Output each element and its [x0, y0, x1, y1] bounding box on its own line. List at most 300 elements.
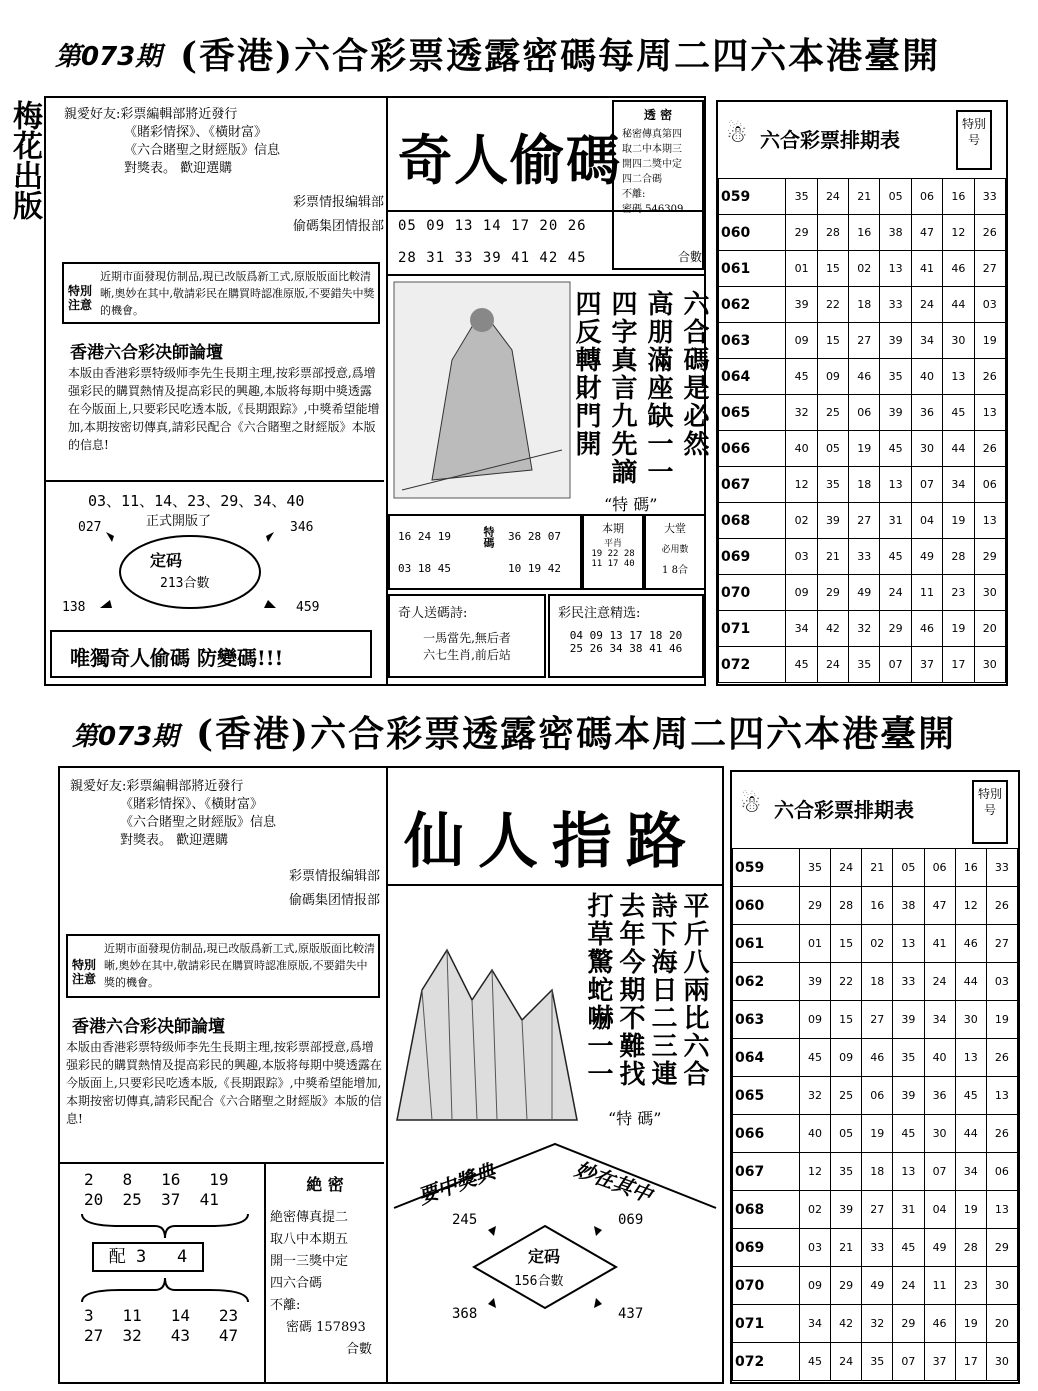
schedule-row — [733, 1115, 1018, 1153]
schedule-panel — [716, 100, 1008, 686]
number-cell: 34 — [943, 467, 974, 503]
calc-label: 正式開版了 — [146, 514, 212, 529]
poem-column: 平斤八兩比六合 — [679, 892, 709, 1088]
number-cell: 21 — [817, 539, 848, 575]
number-cell: 27 — [862, 1191, 893, 1229]
issue-label: 第073期 — [72, 722, 179, 752]
corner-number: 069 — [618, 1212, 644, 1228]
number-cell: 35 — [862, 1343, 893, 1381]
number-cell: 45 — [786, 647, 817, 683]
divider — [386, 766, 388, 1384]
schedule-row — [733, 963, 1018, 1001]
number-cell: 35 — [786, 179, 817, 215]
number-cell: 47 — [924, 887, 955, 925]
number-cell: 46 — [911, 611, 942, 647]
warning-label: 特別注意 — [68, 284, 93, 312]
number-cell: 38 — [893, 887, 924, 925]
num-row: 28 31 33 39 41 42 45 — [398, 250, 587, 266]
number-cell: 32 — [786, 395, 817, 431]
secret-line: 秘密傳真第四 — [622, 129, 682, 140]
schedule-row — [719, 395, 1006, 431]
number-cell: 26 — [986, 1115, 1017, 1153]
number-cell: 11 — [924, 1267, 955, 1305]
number-cell: 27 — [849, 503, 880, 539]
number-cell: 35 — [893, 1039, 924, 1077]
number-cell: 05 — [893, 849, 924, 887]
secret-line: 四六合碼 — [270, 1276, 323, 1291]
brace-icon — [80, 1276, 250, 1306]
number-cell: 24 — [817, 179, 848, 215]
number-cell: 13 — [893, 925, 924, 963]
number-cell: 05 — [817, 431, 848, 467]
secret-line: 取二中本期三 — [622, 144, 682, 155]
corner-number: 437 — [618, 1306, 644, 1322]
number-cell: 03 — [974, 287, 1005, 323]
number-cell: 18 — [862, 1153, 893, 1191]
number-cell: 49 — [911, 539, 942, 575]
number-cell: 11 — [911, 575, 942, 611]
number-cell: 32 — [799, 1077, 830, 1115]
notice-line: 對獎表。 歡迎選購 — [120, 833, 229, 848]
corner-number: 138 — [62, 600, 86, 615]
number-cell: 02 — [849, 251, 880, 287]
number-cell: 19 — [862, 1115, 893, 1153]
number-cell: 46 — [924, 1305, 955, 1343]
number-cell: 39 — [786, 287, 817, 323]
schedule-row — [719, 611, 1006, 647]
pick-box-line: 04 09 13 17 18 20 — [569, 629, 683, 642]
number-cell: 29 — [880, 611, 911, 647]
number-cell: 13 — [943, 359, 974, 395]
secret-line: 開四二獎中定 — [622, 159, 682, 170]
notice-line: 《賭彩情探》、《橫財富》 — [120, 797, 264, 812]
number-cell: 37 — [911, 647, 942, 683]
notice-line: 親愛好友:彩票編輯部將近發行 — [64, 107, 238, 122]
number-cell: 13 — [974, 395, 1005, 431]
number-cell: 31 — [893, 1191, 924, 1229]
number-cell: 12 — [786, 467, 817, 503]
period-cell: 063 — [733, 1001, 800, 1039]
period-cell: 069 — [719, 539, 786, 575]
number-cell: 24 — [924, 963, 955, 1001]
small-number-box — [388, 514, 582, 590]
period-cell: 068 — [733, 1191, 800, 1229]
number-cell: 42 — [831, 1305, 862, 1343]
number-cell: 16 — [849, 215, 880, 251]
number-cell: 29 — [831, 1267, 862, 1305]
schedule-row — [733, 1001, 1018, 1039]
this-period-sub: 平肖 — [603, 539, 622, 549]
number-cell: 33 — [893, 963, 924, 1001]
number-cell: 30 — [986, 1267, 1017, 1305]
secret-line: 絶密傳真提二 — [270, 1210, 349, 1225]
period-cell: 068 — [719, 503, 786, 539]
number-cell: 04 — [924, 1191, 955, 1229]
period-cell: 071 — [719, 611, 786, 647]
number-cell: 19 — [955, 1191, 986, 1229]
number-cell: 34 — [955, 1153, 986, 1191]
fixed-code-label: 定码 — [528, 1247, 561, 1266]
number-cell: 35 — [817, 467, 848, 503]
poem-column: 打草驚蛇嚇一一 — [583, 892, 613, 1088]
secret-box — [270, 1172, 380, 1361]
numbers-line: 03、11、14、23、29、34、40 — [88, 492, 305, 510]
number-cell: 36 — [924, 1077, 955, 1115]
number-cell: 44 — [955, 963, 986, 1001]
figure-illustration — [392, 280, 572, 500]
number-cell: 39 — [893, 1077, 924, 1115]
schedule-row — [733, 1039, 1018, 1077]
period-cell: 062 — [733, 963, 800, 1001]
fixed-code-value: 213合數 — [160, 576, 210, 591]
main-title: 仙人指路 — [404, 807, 700, 877]
mascot-icon: ☃ — [726, 120, 748, 148]
number-cell: 28 — [831, 887, 862, 925]
number-cell: 45 — [799, 1039, 830, 1077]
secret-line: 四二合碼 — [622, 174, 662, 185]
number-cell: 41 — [924, 925, 955, 963]
number-cell: 05 — [831, 1115, 862, 1153]
schedule-row — [733, 887, 1018, 925]
page-title: (香港)六合彩票透露密碼本周二四六本港臺開 — [196, 713, 957, 755]
divider — [388, 210, 706, 212]
number-cell: 27 — [974, 251, 1005, 287]
period-cell: 069 — [733, 1229, 800, 1267]
small-number: 16 24 19 — [398, 530, 451, 543]
schedule-table-top — [718, 178, 1006, 683]
number-cell: 16 — [862, 887, 893, 925]
number-cell: 21 — [831, 1229, 862, 1267]
period-cell: 059 — [733, 849, 800, 887]
page-title: (香港)六合彩票透露密碼每周二四六本港臺開 — [180, 35, 941, 77]
schedule-title: 六合彩票排期表 — [760, 128, 900, 152]
number-cell: 45 — [786, 359, 817, 395]
number-cell: 03 — [986, 963, 1017, 1001]
number-cell: 29 — [786, 215, 817, 251]
period-cell: 060 — [719, 215, 786, 251]
number-cell: 49 — [924, 1229, 955, 1267]
number-cell: 19 — [943, 611, 974, 647]
number-cell: 24 — [893, 1267, 924, 1305]
number-cell: 36 — [911, 395, 942, 431]
number-cell: 44 — [955, 1115, 986, 1153]
number-cell: 29 — [817, 575, 848, 611]
number-cell: 17 — [955, 1343, 986, 1381]
period-cell: 066 — [719, 431, 786, 467]
number-cell: 12 — [943, 215, 974, 251]
number-cell: 09 — [786, 323, 817, 359]
number-cell: 30 — [924, 1115, 955, 1153]
warning-box — [62, 262, 380, 324]
number-cell: 29 — [893, 1305, 924, 1343]
period-cell: 065 — [719, 395, 786, 431]
number-cell: 19 — [943, 503, 974, 539]
number-cell: 46 — [955, 925, 986, 963]
number-cell: 29 — [974, 539, 1005, 575]
number-cell: 39 — [831, 1191, 862, 1229]
secret-line: 取八中本期五 — [270, 1232, 349, 1247]
number-cell: 15 — [817, 251, 848, 287]
number-cell: 12 — [799, 1153, 830, 1191]
number-cell: 06 — [849, 395, 880, 431]
period-cell: 062 — [719, 287, 786, 323]
forum-body: 本版由香港彩票特级师李先生長期主理,按彩票部授意,爲增强彩民的購買熱情及提高彩民的興趣,本版将每期中獎透露在今版面上,只要彩民吃透本版,《長期跟踪》,中獎希望能增加,本期按密切傳真,請彩民配合《六合賭聖之財經版》本版的信息! — [68, 366, 380, 452]
this-period-box — [582, 514, 644, 590]
period-cell: 061 — [719, 251, 786, 287]
banner-right: 妙在其中 — [571, 1156, 656, 1207]
number-cell: 20 — [974, 611, 1005, 647]
number-cell: 26 — [974, 215, 1005, 251]
schedule-row — [719, 179, 1006, 215]
num-row-suffix: 合數 — [678, 250, 703, 264]
number-cell: 06 — [974, 467, 1005, 503]
number-cell: 34 — [799, 1305, 830, 1343]
number-cell: 35 — [849, 647, 880, 683]
number-cell: 22 — [831, 963, 862, 1001]
notice-block — [70, 778, 380, 910]
notice-line: 《六合賭聖之財經版》信息 — [124, 143, 281, 158]
main-title: 奇人偷碼 — [398, 128, 622, 192]
number-cell: 13 — [880, 467, 911, 503]
number-cell: 30 — [974, 575, 1005, 611]
number-cell: 19 — [974, 323, 1005, 359]
number-cell: 31 — [880, 503, 911, 539]
number-cell: 28 — [955, 1229, 986, 1267]
notice-block — [64, 106, 384, 236]
number-cell: 04 — [911, 503, 942, 539]
number-group: 27 32 43 47 — [84, 1326, 239, 1345]
period-cell: 072 — [733, 1343, 800, 1381]
this-period-nums: 11 17 40 — [591, 559, 635, 569]
schedule-row — [719, 431, 1006, 467]
this-period-nums: 19 22 28 — [591, 549, 635, 559]
divider — [388, 884, 724, 886]
pick-box-line: 25 26 34 38 41 46 — [569, 642, 683, 655]
number-cell: 46 — [862, 1039, 893, 1077]
number-cell: 30 — [911, 431, 942, 467]
schedule-row — [733, 1343, 1018, 1381]
number-cell: 13 — [955, 1039, 986, 1077]
number-cell: 01 — [799, 925, 830, 963]
number-cell: 19 — [955, 1305, 986, 1343]
number-cell: 39 — [817, 503, 848, 539]
dt-value: 1 8合 — [662, 565, 688, 576]
notice-signature: 彩票情报编辑部 — [292, 195, 384, 210]
mountain-illustration — [392, 930, 582, 1130]
number-cell: 33 — [986, 849, 1017, 887]
period-cell: 063 — [719, 323, 786, 359]
pair-value: 配 3 4 — [108, 1247, 188, 1267]
poem-column: 高朋滿座缺一一 — [643, 290, 673, 486]
corner-number: 346 — [290, 520, 314, 535]
schedule-row — [733, 1305, 1018, 1343]
banner-left: 要中獎典 — [414, 1158, 499, 1209]
number-cell: 35 — [799, 849, 830, 887]
corner-number: 245 — [452, 1212, 478, 1228]
number-cell: 30 — [943, 323, 974, 359]
number-cell: 09 — [799, 1267, 830, 1305]
number-cell: 09 — [817, 359, 848, 395]
secret-code: 密碼 157893 — [286, 1320, 366, 1335]
number-cell: 34 — [924, 1001, 955, 1039]
number-cell: 15 — [817, 323, 848, 359]
poem-box-line: 六七生肖,前后站 — [423, 648, 511, 662]
number-cell: 22 — [817, 287, 848, 323]
number-cell: 28 — [817, 215, 848, 251]
number-cell: 29 — [986, 1229, 1017, 1267]
small-number: 03 18 45 — [398, 562, 451, 575]
pick-box — [548, 594, 704, 678]
schedule-row — [733, 1153, 1018, 1191]
forum-body: 本版由香港彩票特级师李先生長期主理,按彩票部授意,爲增强彩民的購買熱情及提高彩民的興趣,本版将每期中獎透露在今版面上,只要彩民吃透本版,《長期跟踪》,中獎希望能增加,本期按密切傳真,請彩民配合《六合賭聖之財經版》本版的信息! — [66, 1040, 382, 1126]
poem-footer: “特 碼” — [604, 495, 658, 514]
schedule-row — [733, 849, 1018, 887]
number-cell: 45 — [880, 539, 911, 575]
divider — [60, 1162, 384, 1164]
period-cell: 064 — [719, 359, 786, 395]
period-cell: 070 — [733, 1267, 800, 1305]
number-cell: 40 — [911, 359, 942, 395]
schedule-row — [719, 539, 1006, 575]
number-cell: 02 — [799, 1191, 830, 1229]
number-cell: 13 — [880, 251, 911, 287]
notice-line: 《賭彩情探》、《橫財富》 — [124, 125, 268, 140]
small-number: 36 28 07 — [508, 530, 561, 543]
corner-number: 459 — [296, 600, 320, 615]
corner-number: 368 — [452, 1306, 478, 1322]
number-cell: 45 — [893, 1115, 924, 1153]
schedule-row — [719, 251, 1006, 287]
divider — [388, 274, 706, 276]
number-cell: 01 — [786, 251, 817, 287]
number-cell: 35 — [831, 1153, 862, 1191]
number-cell: 28 — [943, 539, 974, 575]
schedule-row — [719, 647, 1006, 683]
number-cell: 13 — [986, 1191, 1017, 1229]
number-cell: 40 — [799, 1115, 830, 1153]
poem-column: 去年今期不難找 — [615, 892, 645, 1088]
period-cell: 071 — [733, 1305, 800, 1343]
notice-signature: 偷碼集团情报部 — [288, 893, 380, 908]
number-cell: 47 — [911, 215, 942, 251]
number-cell: 27 — [862, 1001, 893, 1039]
secret-code: 密碼 546309 — [622, 204, 684, 215]
number-cell: 26 — [974, 359, 1005, 395]
number-cell: 42 — [817, 611, 848, 647]
notice-signature: 偷碼集团情报部 — [292, 219, 384, 234]
number-group: 20 25 37 41 — [84, 1190, 219, 1209]
number-cell: 39 — [799, 963, 830, 1001]
schedule-panel — [730, 770, 1020, 1384]
slogan: 唯獨奇人偷碼 防變碼!!! — [70, 646, 284, 670]
number-cell: 27 — [986, 925, 1017, 963]
secret-line: 不離: — [270, 1298, 301, 1313]
number-cell: 37 — [924, 1343, 955, 1381]
corner-number: 027 — [78, 520, 102, 535]
schedule-row — [719, 359, 1006, 395]
number-cell: 15 — [831, 925, 862, 963]
period-cell: 061 — [733, 925, 800, 963]
number-cell: 20 — [986, 1305, 1017, 1343]
number-cell: 39 — [880, 395, 911, 431]
number-cell: 49 — [849, 575, 880, 611]
number-cell: 25 — [831, 1077, 862, 1115]
number-cell: 09 — [786, 575, 817, 611]
number-group: 3 11 14 23 — [84, 1306, 239, 1325]
dt-label: 大堂 — [664, 522, 686, 535]
special-label: 特別号 — [956, 110, 992, 170]
schedule-row — [733, 1077, 1018, 1115]
number-cell: 29 — [799, 887, 830, 925]
number-cell: 17 — [943, 647, 974, 683]
notice-signature: 彩票情报编辑部 — [288, 869, 380, 884]
divider — [264, 1164, 266, 1382]
schedule-row — [719, 467, 1006, 503]
number-cell: 39 — [880, 323, 911, 359]
number-cell: 30 — [955, 1001, 986, 1039]
schedule-row — [719, 323, 1006, 359]
schedule-table-bottom — [732, 848, 1018, 1381]
number-cell: 38 — [880, 215, 911, 251]
side-label: 梅花出版 — [7, 100, 42, 220]
schedule-row — [733, 925, 1018, 963]
number-cell: 19 — [849, 431, 880, 467]
number-cell: 18 — [849, 287, 880, 323]
number-cell: 19 — [986, 1001, 1017, 1039]
schedule-row — [733, 1191, 1018, 1229]
number-cell: 02 — [786, 503, 817, 539]
number-cell: 45 — [955, 1077, 986, 1115]
period-cell: 066 — [733, 1115, 800, 1153]
number-cell: 06 — [911, 179, 942, 215]
schedule-row — [719, 575, 1006, 611]
number-cell: 03 — [786, 539, 817, 575]
secret-suffix: 合數 — [345, 1342, 372, 1357]
brace-icon — [80, 1210, 250, 1240]
number-cell: 41 — [911, 251, 942, 287]
slogan-box — [50, 630, 372, 678]
forum-title: 香港六合彩决師論壇 — [72, 1017, 225, 1037]
number-cell: 24 — [911, 287, 942, 323]
number-cell: 18 — [862, 963, 893, 1001]
period-cell: 059 — [719, 179, 786, 215]
number-cell: 40 — [786, 431, 817, 467]
number-group: 2 8 16 19 — [84, 1170, 229, 1189]
number-cell: 33 — [880, 287, 911, 323]
number-cell: 07 — [893, 1343, 924, 1381]
pick-box-title: 彩民注意精选: — [558, 606, 641, 621]
number-cell: 33 — [862, 1229, 893, 1267]
period-cell: 070 — [719, 575, 786, 611]
schedule-row — [733, 1229, 1018, 1267]
number-cell: 34 — [786, 611, 817, 647]
small-number-mid: 特碼 — [482, 526, 495, 548]
mascot-icon: ☃ — [740, 790, 762, 818]
number-cell: 45 — [799, 1343, 830, 1381]
number-cell: 23 — [955, 1267, 986, 1305]
secret-title: 絶 密 — [306, 1175, 344, 1194]
number-cell: 40 — [924, 1039, 955, 1077]
number-cell: 07 — [880, 647, 911, 683]
this-period-label: 本期 — [602, 522, 624, 535]
warning-text: 近期市面發現仿制品,現已改版爲新工式,原版版面比較清晰,奧妙在其中,敬請彩民在購買時認准原版,不要錯失中獎的機會。 — [104, 942, 375, 989]
special-label: 特別号 — [972, 780, 1008, 844]
poem-box-title: 奇人送碼詩: — [398, 606, 468, 621]
poem-column: 四反轉財門開 — [571, 290, 601, 458]
period-cell: 072 — [719, 647, 786, 683]
poem-column: 詩下海日二三連 — [647, 892, 677, 1088]
number-cell: 46 — [943, 251, 974, 287]
